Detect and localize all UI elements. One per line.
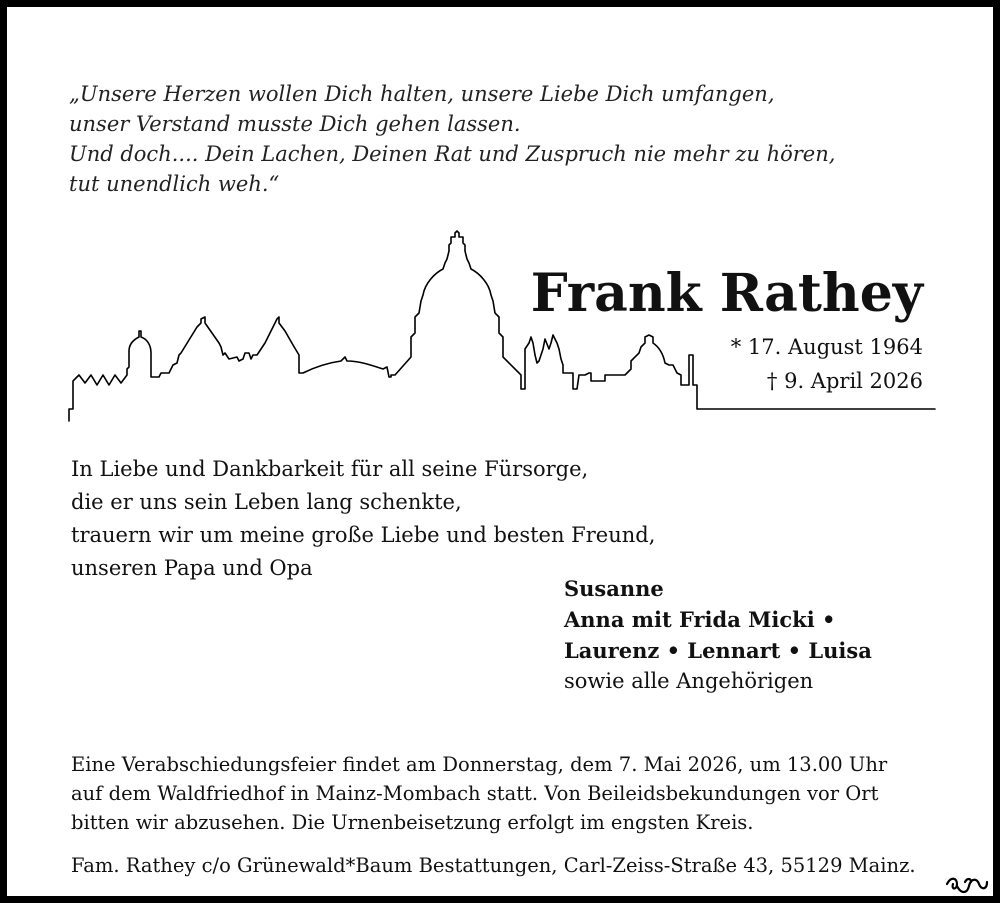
- tribute-line: die er uns sein Leben lang schenkte,: [71, 490, 462, 514]
- mourner-line: Susanne: [564, 576, 664, 601]
- memorial-quote: [69, 79, 869, 199]
- notice-line: auf dem Waldfriedhof in Mainz-Mombach statt. Von Beileidsbekundungen vor Ort: [71, 782, 879, 805]
- notice-line: bitten wir abzusehen. Die Urnenbeisetzung erfolgt im engsten Kreis.: [71, 811, 754, 834]
- mourner-line: Laurenz • Lennart • Luisa: [564, 638, 872, 663]
- mourners-list: [564, 573, 872, 697]
- deceased-name: Frank Rathey: [530, 263, 923, 324]
- tribute-line: In Liebe und Dankbarkeit für all seine Fürsorge,: [71, 457, 589, 481]
- quote-line: unser Verstand musste Dich gehen lassen.: [69, 112, 521, 136]
- birth-date: * 17. August 1964: [730, 335, 923, 359]
- tribute-line: unseren Papa und Opa: [71, 556, 313, 580]
- mourners-closing: sowie alle Angehörigen: [564, 669, 814, 693]
- life-dates: [731, 330, 923, 398]
- notice-line: Eine Verabschiedungsfeier findet am Donnerstag, dem 7. Mai 2026, um 13.00 Uhr: [71, 753, 888, 776]
- flourish-icon: [943, 874, 991, 896]
- contact-address: Fam. Rathey c/o Grünewald*Baum Bestattungen, Carl-Zeiss-Straße 43, 55129 Mainz.: [71, 854, 916, 877]
- tribute-line: trauern wir um meine große Liebe und besten Freund,: [71, 523, 656, 547]
- tribute-text: [71, 453, 655, 585]
- mourner-line: Anna mit Frida Micki •: [564, 607, 836, 632]
- quote-line: „Unsere Herzen wollen Dich halten, unsere Liebe Dich umfangen,: [69, 82, 775, 106]
- quote-line: Und doch.... Dein Lachen, Deinen Rat und Zuspruch nie mehr zu hören,: [69, 142, 836, 166]
- funeral-notice: [71, 750, 887, 837]
- quote-line: tut unendlich weh.“: [69, 172, 280, 196]
- death-date: † 9. April 2026: [766, 369, 923, 393]
